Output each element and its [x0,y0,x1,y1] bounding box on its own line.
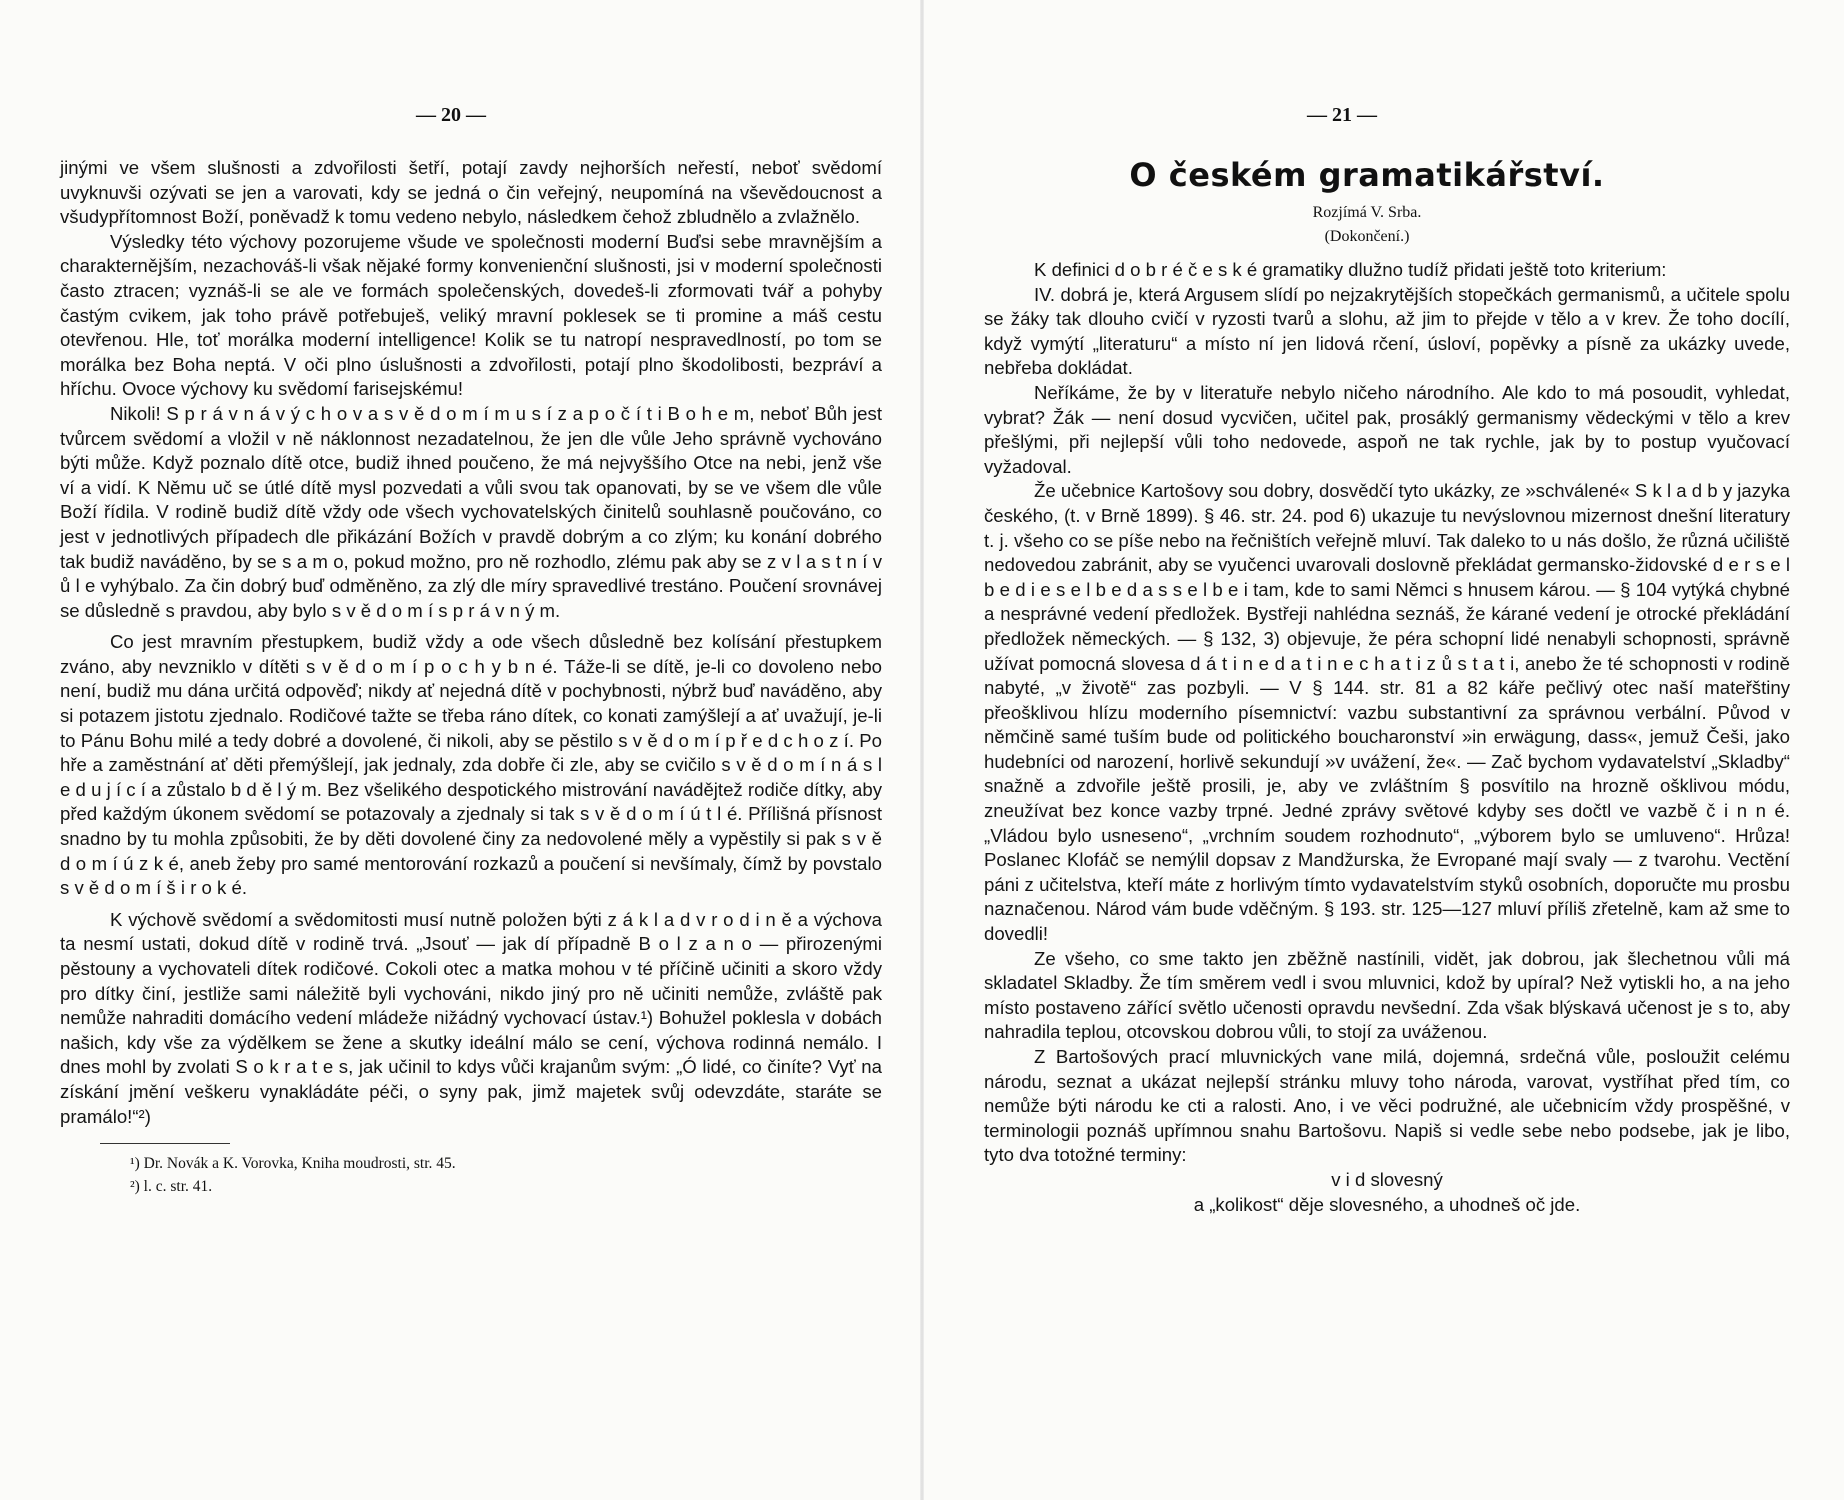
paragraph: K definici d o b r é č e s k é gramatiky dlužno tudíž přidati ještě toto kriterium: [1034,259,1667,280]
paragraph: K výchově svědomí a svědomitosti musí nutně položen býti z á k l a d v r o d i n ě a výchova ta nesmí ustati, dokud dítě v rodině trvá. „Jsouť — jak dí případně B o l z a n o — přirozenými pěstouny a vychovateli dítek rodičové. Cokoli otec a matka mohou v té příčině učiniti a skoro vždy pro dítky činí, jestliže sami náležitě byli vychováni, nikdo jiný pro ně učiniti nemůže, zvláště pak nemůže nahraditi domácího vedení mládeže nižádný vychovací ústav.¹) Bohužel poklesla v dobách našich, kdy vše za výdělkem se žene a skutky ideální málo se cení, výchova rodinná nemálo. I dnes mohl by zvolati S o k r a t e s, jak učinil to kdys vůči krajanům svým: „Ó lidé, co činíte? Vyť na získání jmění veškeru vynakládáte péči, o syny pak, jimž majetek svůj odevzdáte, staráte se pramálo!“²) [60,908,882,1127]
paragraph: Že učebnice Kartošovy sou dobry, dosvědčí tyto ukázky, ze »schválené« S k l a d b y jazyka českého, (t. v Brně 1899). § 46. str. 24. pod 6) ukazuje tu nevýslovnou mizernost dnešní literatury t. j. všeho co se píše nebo na řečništích veřejně mluví. Tak daleko to u nás došlo, že různá učiliště nedovedou zabránit, aby se vyučenci uvarovali doslovně překládat germansko-židovské d e r s e l b e d i e s e l b e d a s s e l b e i tam, kde to sami Němci s hnusem károu. — § 104 vytýká chybné a nesprávné vedení předložek. Bystřeji nahlédna seznáš, že kárané vedení je otrocké překládání předložek německých. — § 132, 3) objevuje, že péra schopní lidé nenabyli schopnosti, správně užívat pomocná slovesa d á t i n e d a t i n e c h a t i z ů s t a t i, anebo že té schopnosti v rodině nabyté, „v životě“ zas pozbyli. — V § 144. str. 81 a 82 káře pečlivý otec naší mateřštiny přeošklivou hlízu moderního písemnictví: vazbu substantivní za správnou verbální. Původ v němčině samé tuším bude od politického boucharonství »in erwägung, dass«, jemuž Češi, jako hudebníci od narození, horlivě sekundují »v uvážení, že«. — Zač bychom vydavatelství „Skladby“ snažně a zdvořile ještě prosili, je, aby ve zvláštním § posvítilo na hrozně ošklivou módu, zneužívat bez konce vazby trpné. Jedné zprávy světové kdyby ses dočtl ve vazbě č i n n é. „Vládou bylo usneseno“, „vrchním soudem rozhodnuto“, „výborem bylo se umluveno“. Hrůza! Poslanec Klofáč se nemýlil dopsav z Mandžurska, že Evropané mají svaly — z tvarohu. Vectění páni z učitelstva, kteří máte z horlivým tímto vydavatelstvím styků osobních, doporučte mu prosbu naznačenou. Národ vám bude vděčným. § 193. str. 125—127 mluví příliš zřetelně, kam až sme to dovedli! [984,480,1790,945]
paragraph: IV. dobrá je, která Argusem slídí po nejzakrytějších stopečkách germanismů, a učitele spolu se žáky tak dlouho cvičí v ryzosti tvarů a slohu, až jim to přejde v tělo a v krev. Že toho docílí, když vymýtí „literaturu“ a místo ní jen lidová rčení, úsloví, popěvky a písně za ukázky uvede, nebřeba dokládat. [984,283,1790,379]
paragraph: Výsledky této výchovy pozorujeme všude ve společnosti moderní Buďsi sebe mravnějším a charakternějším, nezachováš-li však nějaké formy konvenienční slušnosti, jsi v moderní společnosti často ztracen; vyznáš-li se ale ve formách společenských, dovedeš-li zformovati tvář a pohyby častým cvikem, jak toho právě potřebuješ, veliký mravní poklesek se ti promine a máš cestu otevřenou. Hle, toť morálka moderní intelligence! Kolik se tu natropí nespravedlností, po tom se morálka bez Boha neptá. V oči plno úslušnosti a zdvořilosti, potají plno škodolibosti, bezpráví a hříchu. Ovoce výchovy ku svědomí farisejskému! [60,230,882,400]
right-body-text [984,258,1790,1217]
paragraph: Co jest mravním přestupkem, budiž vždy a ode všech důsledně bez kolísání přestupkem zváno, aby nevzniklo v dítěti s v ě d o m í p o c h y b n é. Táže-li se dítě, je-li co dovoleno nebo není, budiž mu dána určitá odpověď; nikdy ať nejedná dítě v pochybnosti, nýbrž buď naváděno, aby si potazem jistotu zjednalo. Rodičové tažte se třeba ráno dítek, co konati zamýšlejí a ať uvažují, je-li to Pánu Bohu milé a tedy dobré a dovolené, či nikoli, aby se pěstilo s v ě d o m í p ř e d c h o z í. Po hře a zaměstnání ať děti přemýšlejí, jak jednaly, zda dobře či zle, aby se cvičilo s v ě d o m í n á s l e d u j í c í a zůstalo b d ě l ý m. Bez všelikého despotického mistrování navádějtež rodiče dítky, aby před každým úkonem svědomí se potazovaly a zjednaly si tak s v ě d o m í ú t l é. Přílišná přísnost snadno by tu mohla způsobiti, že by děti dovolené činy za nedovolené měly a vypěstily si pak s v ě d o m í ú z k é, aneb žeby pro samé mentorování rozkazů a poučení si nevšímaly, čímž by povstalo s v ě d o m í š i r o k é. [60,631,882,899]
term-line: v i d slovesný [1331,1168,1443,1190]
paragraph: Nikoli! S p r á v n á v ý c h o v a s v ě d o m í m u s í z a p o č í t i B o h e m, neboť Bůh jest tvůrcem svědomí a vložil v ně náklonnost nezadatelnou, že jen dle vůle Jeho správně vychováno býti může. Když poznalo dítě otce, budiž ihned poučeno, že má nejvyššího Otce na nebi, jenž vše ví a vidí. K Němu uč se útlé dítě mysl pozvedati a vůli svou tak opanovati, by se ve všem dle vůle Boží řídila. V rodině budiž dítě vždy ode všech vychovatelských činitelů souhlasně poučováno, co jest v jednotlivých případech dle přikázání Božích v pravdě dobrým a co zlým; ku konání dobrého tak budiž naváděno, by se s a m o, pokud možno, pro ně rozhodlo, zlému pak aby se z v l a s t n í v ů l e vyhýbalo. Za čin dobrý buď odměněno, za zlý dle míry spravedlivé trestáno. Poučení srovnávej se důsledně s pravdou, aby bylo s v ě d o m í s p r á v n ý m. [60,402,882,621]
paragraph: Neříkáme, že by v literatuře nebylo ničeho národního. Ale kdo to má posoudit, vyhledat, vybrat? Žák — není dosud vycvičen, učitel pak, prosáklý germanismy vědeckými v tělo a krev přešlými, při nejlepší vůli toho nedovede, aspoň ne tak rychle, jak by to postup vyučovací vyžadoval. [984,381,1790,477]
paragraph: jinými ve všem slušnosti a zdvořilosti šetří, potají zavdy nejhorších neřestí, neboť svědomí uvyknuvši ozývati se jen a varovati, kdy se jedná o čin veřejný, neupomíná na vševědoucnost a všudypřítomnost Boží, poněvadž k tomu vedeno nebylo, následkem čehož zbludnělo a zvlažnělo. [60,157,882,228]
footnote: ¹) Dr. Novák a K. Vorovka, Kniha moudrosti, str. 45. [130,1155,456,1173]
footnote: ²) l. c. str. 41. [130,1178,213,1196]
continuation-note: (Dokončení.) [1324,228,1410,245]
footnote-rule [100,1143,230,1144]
page-number: — 20 — [416,104,486,126]
paragraph: Z Bartošových prací mluvnických vane milá, dojemná, srdečná vůle, posloužit celému národu, seznat a ukázat nejlepší stránku mluvy toho národa, varovat, vystříhat před tím, co nemůže býti národu ke cti a ralosti. Ano, i ve věci podružné, ale učebnicím vždy prospěšné, v terminologii poznáš upřímnou snahu Bartošovu. Napiš si vedle sebe nebo podsebe, jak je libo, tyto dva totožné terminy: [984,1046,1790,1166]
footnotes [60,1152,882,1198]
page-number: — 21 — [1307,104,1377,126]
left-body-text [60,156,882,1129]
article-byline: Rozjímá V. Srba. [1312,204,1422,221]
article-title: O českém gramatikářství. [1129,156,1605,194]
term-line: a „kolikost“ děje slovesného, a uhodneš oč jde. [1193,1193,1581,1215]
paragraph: Ze všeho, co sme takto jen zběžně nastínili, vidět, jak dobrou, jak šlechetnou vůli má skladatel Skladby. Že tím směrem vedl i svou mluvnici, kdož by upíral? Než vytiskli ho, a na jeho místo postaveno zářící světlo učenosti opravdu nevšední. Zda však blýskavá učenost je s to, aby nahradila teplou, otcovskou dobrou vůli, to stojí za uváženou. [984,947,1790,1043]
right-page [922,0,1844,1500]
